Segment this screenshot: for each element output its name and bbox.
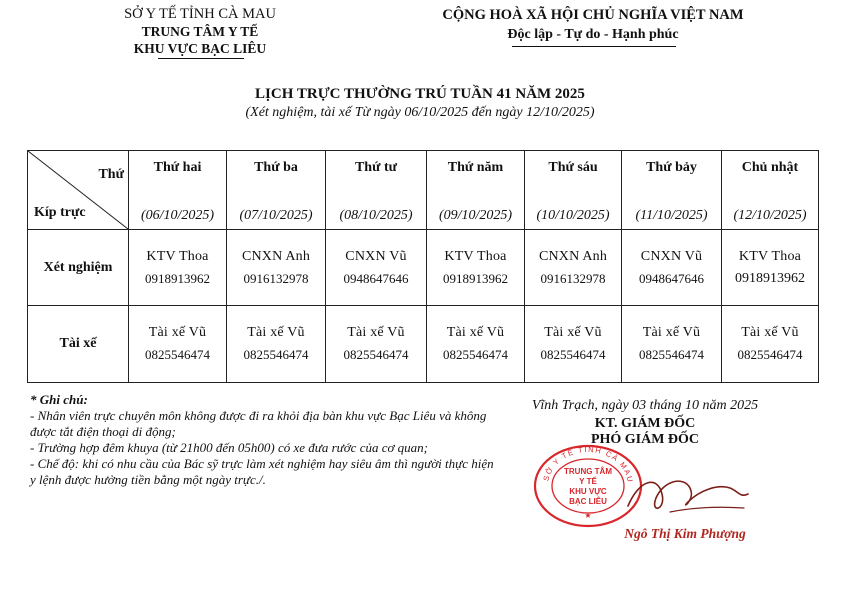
staff-phone: 0825546474: [343, 347, 409, 362]
document-title: LỊCH TRỰC THƯỜNG TRÚ TUẦN 41 NĂM 2025: [255, 86, 585, 102]
note-item: - Chế độ: khi có nhu cầu của Bác sỹ trực làm xét nghiệm hay siêu âm thì người thực hiện y lệnh được hưởng tiền bằng một ngày trực./.: [30, 456, 494, 487]
duty-cell: [227, 306, 326, 383]
table-row: [28, 230, 819, 306]
national-motto: Độc lập - Tự do - Hạnh phúc: [507, 27, 679, 42]
handwritten-signature: [610, 458, 760, 528]
day-name: Chủ nhật: [741, 160, 799, 175]
duty-cell: [326, 230, 427, 306]
duty-cell: [622, 230, 722, 306]
header-row: [28, 151, 819, 230]
staff-phone: 0948647646: [639, 270, 704, 286]
duty-cell: [129, 230, 227, 306]
day-header: [427, 151, 525, 230]
note-item: - Trường hợp đêm khuya (từ 21h00 đến 05h00) có xe đưa rước của cơ quan;: [30, 440, 429, 455]
day-date: (07/10/2025): [239, 208, 313, 223]
staff-name: KTV Thoa: [146, 248, 209, 264]
sign-position: PHÓ GIÁM ĐỐC: [590, 432, 700, 447]
stamp-star-icon: ★: [584, 511, 592, 520]
corner-shift-label: Kíp trực: [34, 205, 86, 220]
sign-place-date: Vĩnh Trạch, ngày 03 tháng 10 năm 2025: [531, 398, 759, 413]
staff-phone: 0825546474: [737, 347, 803, 362]
stamp-line-2: Y TẾ: [579, 477, 597, 486]
staff-name: KTV Thoa: [444, 248, 507, 264]
signer-name: Ngô Thị Kim Phượng: [624, 526, 746, 541]
day-header: [227, 151, 326, 230]
duty-cell: [326, 306, 427, 383]
day-date: (12/10/2025): [733, 208, 807, 223]
staff-name: CNXN Vũ: [640, 248, 703, 264]
staff-name: CNXN Vũ: [345, 248, 407, 264]
duty-cell: [227, 230, 326, 306]
agency-parent: SỞ Y TẾ TỈNH CÀ MAU: [124, 6, 276, 22]
staff-phone: 0825546474: [243, 347, 309, 362]
day-date: (08/10/2025): [339, 208, 413, 223]
day-name: Thứ tư: [354, 160, 398, 175]
day-date: (06/10/2025): [140, 208, 215, 223]
day-header: [129, 151, 227, 230]
staff-name: CNXN Anh: [538, 248, 608, 264]
agency-area: KHU VỰC BẠC LIÊU: [133, 41, 267, 56]
day-header: [622, 151, 722, 230]
duty-cell: [427, 230, 525, 306]
day-header: [326, 151, 427, 230]
duty-cell: [427, 306, 525, 383]
staff-phone: 0825546474: [443, 347, 508, 362]
day-date: (10/10/2025): [536, 208, 610, 223]
national-title: CỘNG HOÀ XÃ HỘI CHỦ NGHĨA VIỆT NAM: [442, 7, 744, 23]
corner-day-label: Thứ: [98, 167, 124, 182]
day-header: [525, 151, 622, 230]
stamp-line-3: KHU VỰC: [569, 487, 607, 496]
staff-name: Tài xế Vũ: [642, 325, 701, 340]
duty-cell: [525, 306, 622, 383]
day-name: Thứ hai: [153, 160, 202, 175]
stamp-ring-text: SỞ Y TẾ TỈNH CÀ MAU: [541, 444, 635, 484]
staff-phone: 0916132978: [540, 270, 606, 286]
staff-phone: 0825546474: [639, 347, 704, 362]
staff-phone: 0918913962: [443, 270, 508, 286]
agency-name: TRUNG TÂM Y TẾ: [141, 24, 259, 39]
staff-phone: 0948647646: [343, 270, 409, 286]
sign-on-behalf: KT. GIÁM ĐỐC: [594, 416, 696, 431]
staff-phone: 0918913962: [735, 270, 805, 286]
staff-phone: 0916132978: [243, 270, 309, 286]
corner-cell: [28, 151, 129, 230]
row-label-lab: Xét nghiệm: [28, 230, 129, 306]
staff-name: Tài xế Vũ: [347, 325, 405, 340]
note-item: - Nhân viên trực chuyên môn không được đi ra khỏi địa bàn khu vực Bạc Liêu và không được tắt điện thoại di động;: [30, 408, 487, 439]
day-name: Thứ ba: [254, 160, 298, 175]
duty-cell: [722, 306, 819, 383]
staff-phone: 0825546474: [540, 347, 606, 362]
staff-phone: 0825546474: [145, 347, 210, 362]
duty-cell: [622, 306, 722, 383]
staff-name: KTV Thoa: [738, 248, 802, 264]
staff-name: Tài xế Vũ: [741, 325, 799, 340]
day-date: (09/10/2025): [438, 208, 513, 223]
motto-underline: [512, 46, 676, 47]
staff-name: Tài xế Vũ: [446, 325, 505, 340]
row-label-driver: Tài xế: [28, 306, 129, 383]
day-header: [722, 151, 819, 230]
day-date: (11/10/2025): [635, 208, 708, 223]
day-name: Thứ sáu: [548, 160, 598, 175]
agency-underline: [158, 58, 244, 59]
national-header: [418, 6, 768, 44]
table-row: [28, 306, 819, 383]
staff-name: Tài xế Vũ: [148, 325, 207, 340]
staff-name: Tài xế Vũ: [544, 325, 602, 340]
staff-phone: 0918913962: [145, 270, 210, 286]
notes-title: * Ghi chú:: [30, 392, 88, 407]
day-name: Thứ năm: [447, 160, 504, 175]
staff-name: CNXN Anh: [241, 248, 311, 264]
duty-cell: [129, 306, 227, 383]
stamp-line-4: BẠC LIÊU: [569, 497, 607, 506]
issuing-agency: [80, 6, 320, 57]
day-name: Thứ bảy: [646, 160, 697, 175]
staff-name: Tài xế Vũ: [247, 325, 305, 340]
document-subtitle: (Xét nghiệm, tài xế Từ ngày 06/10/2025 đến ngày 12/10/2025): [245, 105, 595, 120]
stamp-line-1: TRUNG TÂM: [564, 467, 612, 476]
duty-cell: [525, 230, 622, 306]
schedule-table: [27, 150, 819, 383]
duty-cell: [722, 230, 819, 306]
notes-section: [30, 392, 500, 488]
